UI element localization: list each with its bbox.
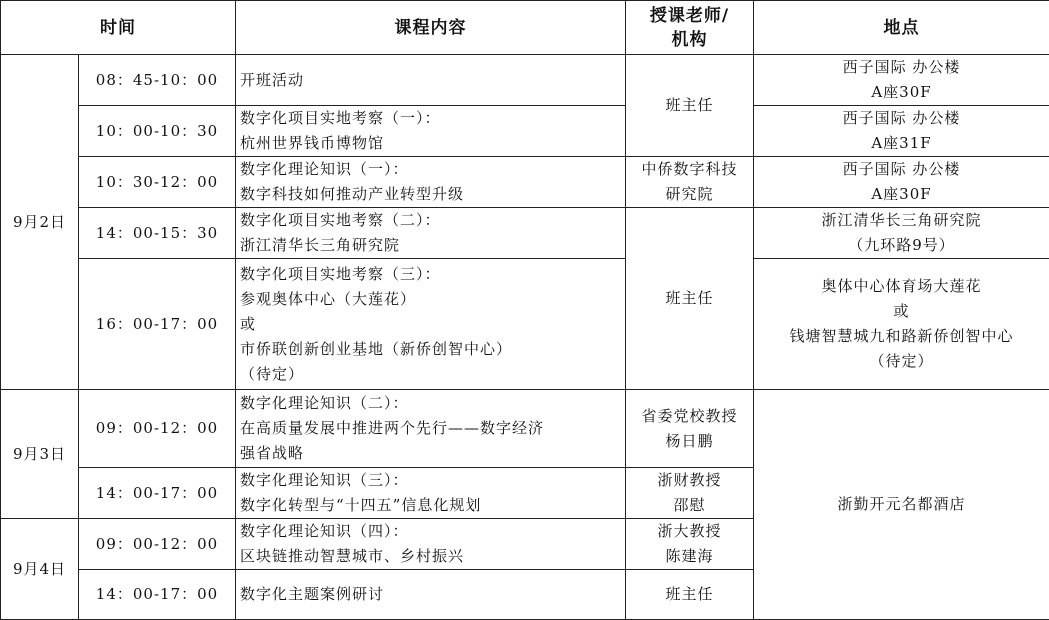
course-line: 浙江清华长三角研究院 [240,233,621,258]
place-line: 西子国际 办公楼 [758,157,1045,182]
course-cell [236,390,626,468]
course-cell [236,570,626,620]
course-line: 强省战略 [240,441,621,466]
table-row [1,259,1049,390]
course-cell [236,259,626,390]
table-row [1,208,1049,259]
course-line: 数字化理论知识（二）： [240,391,621,416]
course-line: 杭州世界钱币博物馆 [240,131,621,156]
place-line: A座30F [758,182,1045,207]
place-line: A座31F [758,131,1045,156]
place-line: 奥体中心体育场大莲花 [758,274,1045,299]
place-line: 浙江清华长三角研究院 [758,208,1045,233]
teacher-line: 杨日鹏 [630,429,749,454]
course-line: 数字化转型与“十四五”信息化规划 [240,493,621,518]
teacher-line: 浙大教授 [630,519,749,544]
teacher-cell [626,468,754,519]
place-cell-hotel: 浙勤开元名都酒店 [754,390,1049,620]
place-line: A座30F [758,80,1045,105]
teacher-cell: 班主任 [626,55,754,157]
course-line: 数字化理论知识（三）： [240,468,621,493]
place-cell [754,157,1049,208]
teacher-cell [626,390,754,468]
time-cell: 14：00-17：00 [79,570,236,620]
place-cell [754,55,1049,106]
course-cell [236,208,626,259]
place-line: 钱塘智慧城九和路新侨创智中心 [758,324,1045,349]
course-line: 开班活动 [240,68,621,93]
time-cell: 08：45-10：00 [79,55,236,106]
time-cell: 10：00-10：30 [79,106,236,157]
course-line: 数字化理论知识（一）： [240,157,621,182]
place-line: 西子国际 办公楼 [758,106,1045,131]
place-line: 西子国际 办公楼 [758,55,1045,80]
time-cell: 10：30-12：00 [79,157,236,208]
time-cell: 14：00-17：00 [79,468,236,519]
header-teacher-line2: 机构 [630,28,749,52]
course-line: 数字化项目实地考察（一）： [240,106,621,131]
header-time: 时间 [1,1,236,55]
table-row [1,106,1049,157]
place-cell [754,208,1049,259]
place-cell [754,106,1049,157]
table-row [1,55,1049,106]
course-cell [236,106,626,157]
teacher-line: 研究院 [630,182,749,207]
time-cell: 16：00-17：00 [79,259,236,390]
teacher-cell [626,519,754,570]
course-cell [236,157,626,208]
time-cell: 14：00-15：30 [79,208,236,259]
course-cell [236,519,626,570]
teacher-cell: 班主任 [626,570,754,620]
course-line: 或 [240,312,621,337]
course-line: 数字化主题案例研讨 [240,582,621,607]
place-line: （待定） [758,349,1045,374]
header-course: 课程内容 [236,1,626,55]
place-cell [754,259,1049,390]
table-row [1,157,1049,208]
course-line: 参观奥体中心（大莲花） [240,287,621,312]
teacher-cell [626,157,754,208]
header-teacher-line1: 授课老师/ [630,4,749,28]
teacher-line: 省委党校教授 [630,404,749,429]
header-place: 地点 [754,1,1049,55]
course-cell [236,468,626,519]
teacher-cell: 班主任 [626,208,754,390]
date-cell-sep3: 9月3日 [1,390,79,519]
date-cell-sep2: 9月2日 [1,55,79,390]
course-line: 在高质量发展中推进两个先行——数字经济 [240,416,621,441]
course-line: 数字化项目实地考察（二）： [240,208,621,233]
course-line: （待定） [240,362,621,387]
table-row [1,390,1049,468]
header-row [1,1,1049,55]
teacher-line: 浙财教授 [630,468,749,493]
teacher-line: 中侨数字科技 [630,157,749,182]
header-teacher [626,1,754,55]
time-cell: 09：00-12：00 [79,390,236,468]
place-line: 或 [758,299,1045,324]
course-line: 区块链推动智慧城市、乡村振兴 [240,544,621,569]
time-cell: 09：00-12：00 [79,519,236,570]
course-cell [236,55,626,106]
teacher-line: 陈建海 [630,544,749,569]
course-line: 数字化项目实地考察（三）： [240,262,621,287]
course-line: 数字化理论知识（四）： [240,519,621,544]
course-line: 市侨联创新创业基地（新侨创智中心） [240,337,621,362]
date-cell-sep4: 9月4日 [1,519,79,620]
place-line: （九环路9号） [758,233,1045,258]
course-line: 数字科技如何推动产业转型升级 [240,182,621,207]
teacher-line: 邵慰 [630,493,749,518]
